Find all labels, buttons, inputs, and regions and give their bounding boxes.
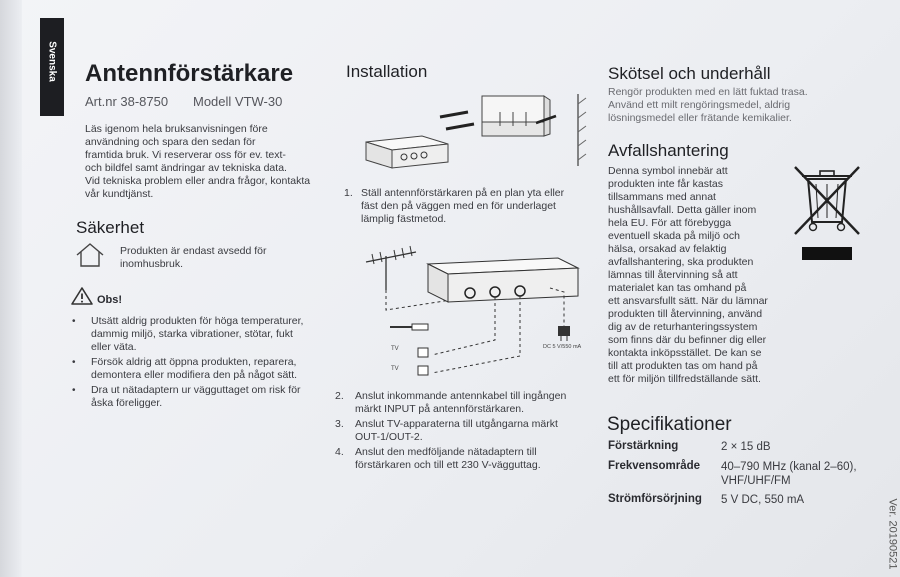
disposal-line: kontakta inköpsstället. De kan se (608, 347, 762, 359)
step-number: 1. (344, 187, 353, 199)
step-line: Anslut TV-apparaterna till utgångarna märkt (355, 418, 558, 430)
step-line: Ställ antennförstärkaren på en plan yta eller (361, 187, 565, 199)
step-number: 2. (335, 390, 344, 402)
care-line: Rengör produkten med en lätt fuktad trasa. (608, 86, 808, 98)
model-number: Modell VTW-30 (193, 94, 283, 109)
care-heading: Skötsel och underhåll (608, 64, 771, 83)
intro-line: framtida bruk. Vi reserverar oss för ev. text- (85, 149, 286, 161)
safety-bullet (72, 384, 334, 410)
tv-label-1: TV (391, 346, 399, 352)
disposal-text (608, 165, 788, 386)
bullet-dot: • (72, 316, 76, 327)
indoor-use-note (120, 245, 267, 271)
bullet-line: Utsätt aldrig produkten för höga temperaturer, (91, 315, 304, 327)
step-line: OUT-1/OUT-2. (355, 431, 423, 443)
bullet-line: demontera eller modifiera den på något sätt. (91, 369, 298, 381)
language-tab (40, 18, 64, 116)
disposal-line: produkten inte får kastas (608, 178, 723, 190)
step-4 (335, 446, 595, 472)
care-line: lösningsmedel eller frätande kemikalier. (608, 112, 792, 124)
indoor-line: inomhusbruk. (120, 258, 184, 270)
step-line: Anslut inkommande antennkabel till ingången (355, 390, 567, 402)
safety-bullets (72, 315, 334, 410)
intro-line: användning och spara den sedan för (85, 136, 256, 148)
specs-heading: Specifikationer (607, 414, 732, 435)
spec-label-gain: Förstärkning (608, 440, 679, 452)
intro-line: och bildfel samt ändringar av tekniska data. (85, 162, 287, 174)
bullet-line: eller väta. (91, 341, 137, 353)
house-icon (74, 241, 106, 269)
warning-icon (70, 286, 94, 306)
page-edge (0, 0, 22, 577)
bullet-line: Dra ut nätadaptern ur vägguttaget om risk för (91, 384, 301, 396)
bullet-dot: • (72, 385, 76, 396)
article-number: Art.nr 38-8750 (85, 94, 169, 109)
step-line: fäst den på väggen med en för underlaget (361, 200, 556, 212)
disposal-line: tillsammans med annat (608, 191, 716, 203)
step-line: Anslut den medföljande nätadaptern till (355, 446, 537, 458)
spec-value-frequency (721, 460, 857, 488)
disposal-line: eventuell skada på miljö och (608, 230, 740, 242)
step-2 (335, 390, 595, 416)
disposal-line: hela EU. För att förebygga (608, 217, 732, 229)
spec-value-line: VHF/UHF/FM (721, 475, 791, 487)
spec-label-power: Strömförsörjning (608, 493, 702, 505)
disposal-line: Denna symbol innebär att (608, 165, 728, 177)
intro-line: Vid tekniska problem eller andra frågor, kontakta (85, 175, 311, 187)
page-title: Antennförstärkare (85, 60, 294, 87)
spec-value-gain: 2 × 15 dB (721, 441, 771, 453)
intro-text (85, 123, 325, 201)
weee-crossed-bin-icon (792, 164, 862, 264)
language-tab-label: Svenska (46, 41, 58, 82)
disposal-line: dig av de returhanteringssystem (608, 321, 758, 333)
disposal-line: hälsa, orsakad av felaktig (608, 243, 727, 255)
steps-2-4 (335, 390, 595, 472)
bullet-line: åska föreligger. (91, 397, 163, 409)
safety-bullet (72, 315, 334, 354)
power-label: DC 5 V/550 mA (543, 344, 582, 350)
tv-label-2: TV (391, 366, 399, 372)
disposal-line: hushållsavfall. Detta gäller inom (608, 204, 757, 216)
step-3 (335, 418, 595, 444)
step-number: 3. (335, 418, 344, 430)
disposal-heading: Avfallshantering (608, 141, 729, 160)
step-number: 4. (335, 446, 344, 458)
warning-label: Obs! (97, 294, 123, 306)
spec-value-line: 40–790 MHz (kanal 2–60), (721, 461, 857, 473)
disposal-line: till att produkten tas om hand på (608, 360, 758, 372)
bullet-line: dammig miljö, starka vibrationer, stötar, fukt (91, 328, 293, 340)
intro-line: vår kundtjänst. (85, 188, 154, 200)
disposal-line: materialet kan tas omhand på (608, 282, 747, 294)
installation-heading: Installation (346, 62, 428, 81)
step-line: märkt INPUT på antennförstärkaren. (355, 403, 525, 415)
disposal-line: avfallshantering, ska produkten (608, 256, 754, 268)
intro-line: Läs igenom hela bruksanvisningen före (85, 123, 268, 135)
care-line: Använd ett milt rengöringsmedel, aldrig (608, 99, 791, 111)
bullet-line: Försök aldrig att öppna produkten, reparera, (91, 356, 297, 368)
step-line: förstärkaren och till ett 230 V-vägguttag. (355, 459, 541, 471)
disposal-line: lämnas till återvinning så att (608, 269, 738, 281)
disposal-line: ett för miljön tillfredställande sätt. (608, 373, 761, 385)
version-label: Ver. 20190521 (886, 498, 899, 570)
indoor-line: Produkten är endast avsedd för (120, 245, 267, 257)
spec-value-power: 5 V DC, 550 mA (721, 494, 805, 506)
safety-bullet (72, 356, 334, 382)
connection-diagram (352, 240, 602, 385)
care-text (608, 86, 838, 125)
step-1 (344, 187, 594, 226)
spec-label-frequency: Frekvensområde (608, 460, 701, 472)
wall-mount-diagram (360, 90, 590, 175)
disposal-line: som finns där du befinner dig eller (608, 334, 767, 346)
disposal-line: ett ansvarsfullt sätt. När du lämnar (608, 295, 768, 307)
bullet-dot: • (72, 357, 76, 368)
safety-heading: Säkerhet (76, 218, 145, 237)
disposal-line: produkten till återvinning, använd (608, 308, 763, 320)
step-line: lämplig fästmetod. (361, 213, 447, 225)
